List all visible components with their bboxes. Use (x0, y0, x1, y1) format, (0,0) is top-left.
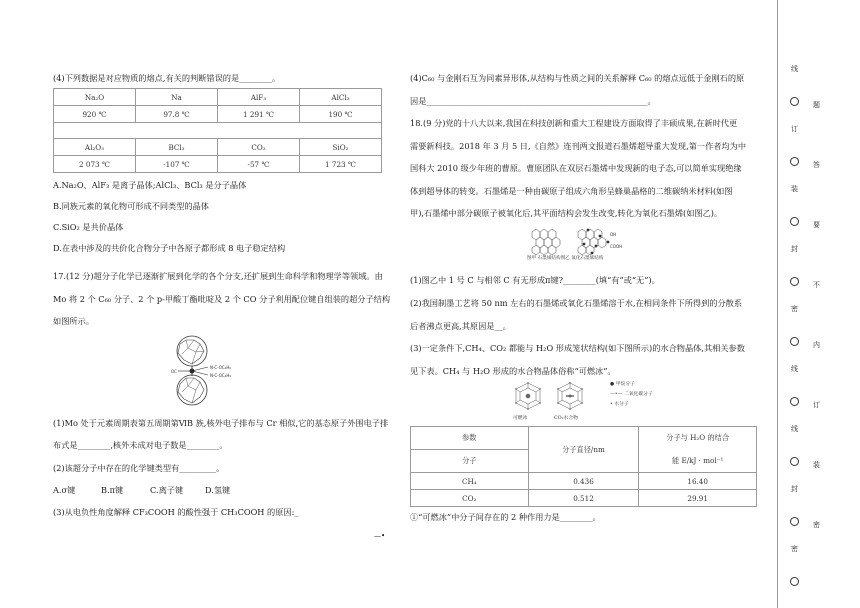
option-a: A.Na₂O、AlF₃ 是离子晶体;AlCl₃、BCl₃ 是分子晶体 (53, 180, 247, 190)
binding-circle (790, 517, 799, 526)
question-17-2-option: A.σ键 (53, 485, 76, 495)
table-cell: -57 ℃ (218, 156, 300, 173)
question-17-line: Mo 将 2 个 C₆₀ 分子、2 个 p-甲酸丁酯吡啶及 2 个 CO 分子利用配位键自组装的超分子结构 (53, 294, 391, 304)
binding-seal-char: 装 (813, 461, 820, 469)
melting-point-table (53, 88, 382, 173)
question-4-prompt: (4)下列数据是对应物质的熔点,有关的判断错误的是________。 (53, 73, 281, 83)
binding-seal-char: 订 (791, 125, 798, 133)
svg-text:N-C-OC₄H₉: N-C-OC₄H₉ (210, 373, 231, 378)
binding-circle (790, 577, 799, 586)
question-18-2-line: 后者沸点更高,其原因是__。 (410, 321, 511, 331)
legend-item-co2: —•— 二氧化碳分子 (610, 392, 653, 397)
binding-circle (790, 457, 799, 466)
question-18-line: 体到超导体的转变。石墨烯是一种由碳原子组成六角形呈蜂巢晶格的二维碳纳米材料(如图 (410, 186, 733, 196)
table-cell: 29.91 (639, 490, 757, 507)
question-18-1: (1)图乙中 1 号 C 与相邻 C 有无形成π键?________(填“有”或“无”)。 (410, 275, 660, 285)
binding-circle (790, 277, 799, 286)
binding-seal-char: 封 (791, 485, 798, 493)
table-cell: CH₄ (411, 473, 529, 490)
question-17-2-option: C.离子键 (150, 485, 184, 495)
question-17-line: 如图所示。 (53, 316, 94, 326)
supramolecule-figure (170, 334, 242, 408)
cage-label: CO₂水合物 (554, 416, 578, 421)
binding-line (777, 0, 778, 608)
binding-seal-char: 密 (813, 521, 820, 529)
binding-seal-char: 密 (791, 305, 798, 313)
legend-item-methane: ● 甲烷分子 (610, 382, 635, 387)
binding-seal-char: 线 (791, 65, 798, 73)
table-cell: Na₂O (54, 89, 136, 106)
question-17-3: (3)从电负性角度解释 CF₃COOH 的酸性强于 CH₃COOH 的原因:_ (53, 507, 299, 517)
page-mark: —• (374, 532, 386, 540)
table-cell: SiO₂ (300, 139, 382, 156)
table-cell: 2 073 ℃ (54, 156, 136, 173)
question-18-line: 国科大 2010 级少年班的曹原。曹原团队在双层石墨烯中发现新的电子态,可以简单实现绝缘 (410, 163, 742, 173)
table-cell: AlCl₃ (300, 89, 382, 106)
table-cell: 920 ℃ (54, 106, 136, 123)
binding-circle (790, 217, 799, 226)
binding-seal-char: 封 (791, 245, 798, 253)
header-diameter: 分子直径/nm (528, 427, 639, 473)
header-param: 参数 (411, 427, 529, 450)
header-energy: 分子与 H₂O 的结合 (639, 427, 757, 450)
clathrate-cage-figure (508, 380, 592, 420)
graphene-figure-caption: 图甲 石墨烯结构图乙 氧化石墨烯结构 (527, 256, 604, 261)
table-cell: Al₂O₃ (54, 139, 136, 156)
table-cell: BCl₃ (136, 139, 218, 156)
question-17-2: (2)该超分子中存在的化学键类型有_________。 (53, 463, 225, 473)
legend-label: 水分子 (614, 402, 629, 407)
question-18-line: 甲),石墨烯中部分碳原子被氧化后,其平面结构会发生改变,转化为氧化石墨烯(如图乙)。 (410, 208, 723, 218)
table-cell: Na (136, 89, 218, 106)
binding-circle (790, 337, 799, 346)
graphene-figure (528, 224, 628, 258)
question-18-2-line: (2)我国制墨工艺将 50 nm 左右的石墨烯或氧化石墨烯溶于水,在相同条件下所得到的分散系 (410, 298, 743, 308)
option-d: D.在表中涉及的共价化合物分子中各原子都形成 8 电子稳定结构 (53, 243, 286, 253)
binding-seal-char: 不 (813, 281, 820, 289)
table-cell: 0.436 (528, 473, 639, 490)
binding-seal-char: 线 (791, 365, 798, 373)
table-cell: AlF₃ (218, 89, 300, 106)
table-cell: 1 291 ℃ (218, 106, 300, 123)
option-b: B.同族元素的氧化物可形成不同类型的晶体 (53, 201, 209, 211)
question-17-1-line: (1)Mo 处于元素周期表第五周期第ⅥB 族,核外电子排布与 Cr 相似,它的基态原子外围电子排 (53, 418, 389, 428)
binding-seal-char: 内 (813, 341, 820, 349)
binding-seal-char: 答 (813, 161, 820, 169)
legend-label: 甲烷分子 (615, 382, 635, 387)
legend-item-water: • 水分子 (610, 402, 629, 407)
table-cell: 190 ℃ (300, 106, 382, 123)
header-energy-unit: 能 E/kJ · mol⁻¹ (639, 450, 757, 473)
table-cell: CO₂ (411, 490, 529, 507)
table-cell: 0.512 (528, 490, 639, 507)
cage-label: 可燃冰 (513, 416, 528, 421)
header-molecule: 分子 (411, 450, 529, 473)
table-cell: CO₂ (218, 139, 300, 156)
question-18-3-sub: ①“可燃冰”中分子间存在的 2 种作用力是________。 (410, 512, 601, 522)
binding-seal-char: 要 (813, 221, 820, 229)
legend-label: 二氧化碳分子 (623, 392, 653, 397)
table-cell: 1 723 ℃ (300, 156, 382, 173)
question-18-3-line: 见下表。CH₄ 与 H₂O 形成的水合物晶体俗称“可燃冰”。 (410, 366, 616, 376)
question-4-line: (4)C₆₀ 与金刚石互为同素异形体,从结构与性质之间的关系解释 C₆₀ 的熔点远低于金刚石的原 (410, 73, 745, 83)
binding-seal-char: 订 (813, 401, 820, 409)
question-18-3-line: (3)一定条件下,CH₄、CO₂ 都能与 H₂O 形成笼状结构(如下图所示)的水合物晶体,其相关参数 (410, 343, 745, 353)
binding-seal-char: 密 (791, 545, 798, 553)
binding-seal-char: 题 (813, 101, 820, 109)
question-17-1-line: 布式是________,核外未成对电子数是________。 (53, 440, 228, 450)
svg-text:OH: OH (610, 232, 617, 237)
svg-text:OC: OC (171, 369, 177, 374)
svg-text:N-C-OC₄H₉: N-C-OC₄H₉ (210, 365, 231, 370)
question-18-line: 18.(9 分)党的十八大以来,我国在科技创新和重大工程建设方面取得了丰硕成果,在新时代更 (410, 118, 738, 128)
binding-circle (790, 157, 799, 166)
binding-circle (790, 97, 799, 106)
question-17-2-option: B.π键 (101, 485, 124, 495)
svg-text:COOH: COOH (610, 244, 623, 249)
question-17-line: 17.(12 分)超分子化学已逐渐扩展到化学的各个分支,还扩展到生命科学和物理学等领域。由 (53, 271, 383, 281)
table-cell: -107 ℃ (136, 156, 218, 173)
question-4-line: 因是______________________________________________________。 (410, 96, 656, 106)
binding-circle (790, 397, 799, 406)
table-spacer-row (54, 123, 382, 139)
option-c: C.SiO₂ 是共价晶体 (53, 222, 124, 232)
binding-seal-char: 线 (791, 425, 798, 433)
hydrate-parameter-table (410, 426, 757, 507)
question-17-2-option: D.氢键 (205, 485, 231, 495)
table-cell: 97.8 ℃ (136, 106, 218, 123)
question-18-line: 需要新科技。2018 年 3 月 5 日,《自然》连刊两文报道石墨烯超导重大发现,第一作者均为中 (410, 141, 747, 151)
binding-seal-char: 装 (791, 185, 798, 193)
table-cell: 16.40 (639, 473, 757, 490)
